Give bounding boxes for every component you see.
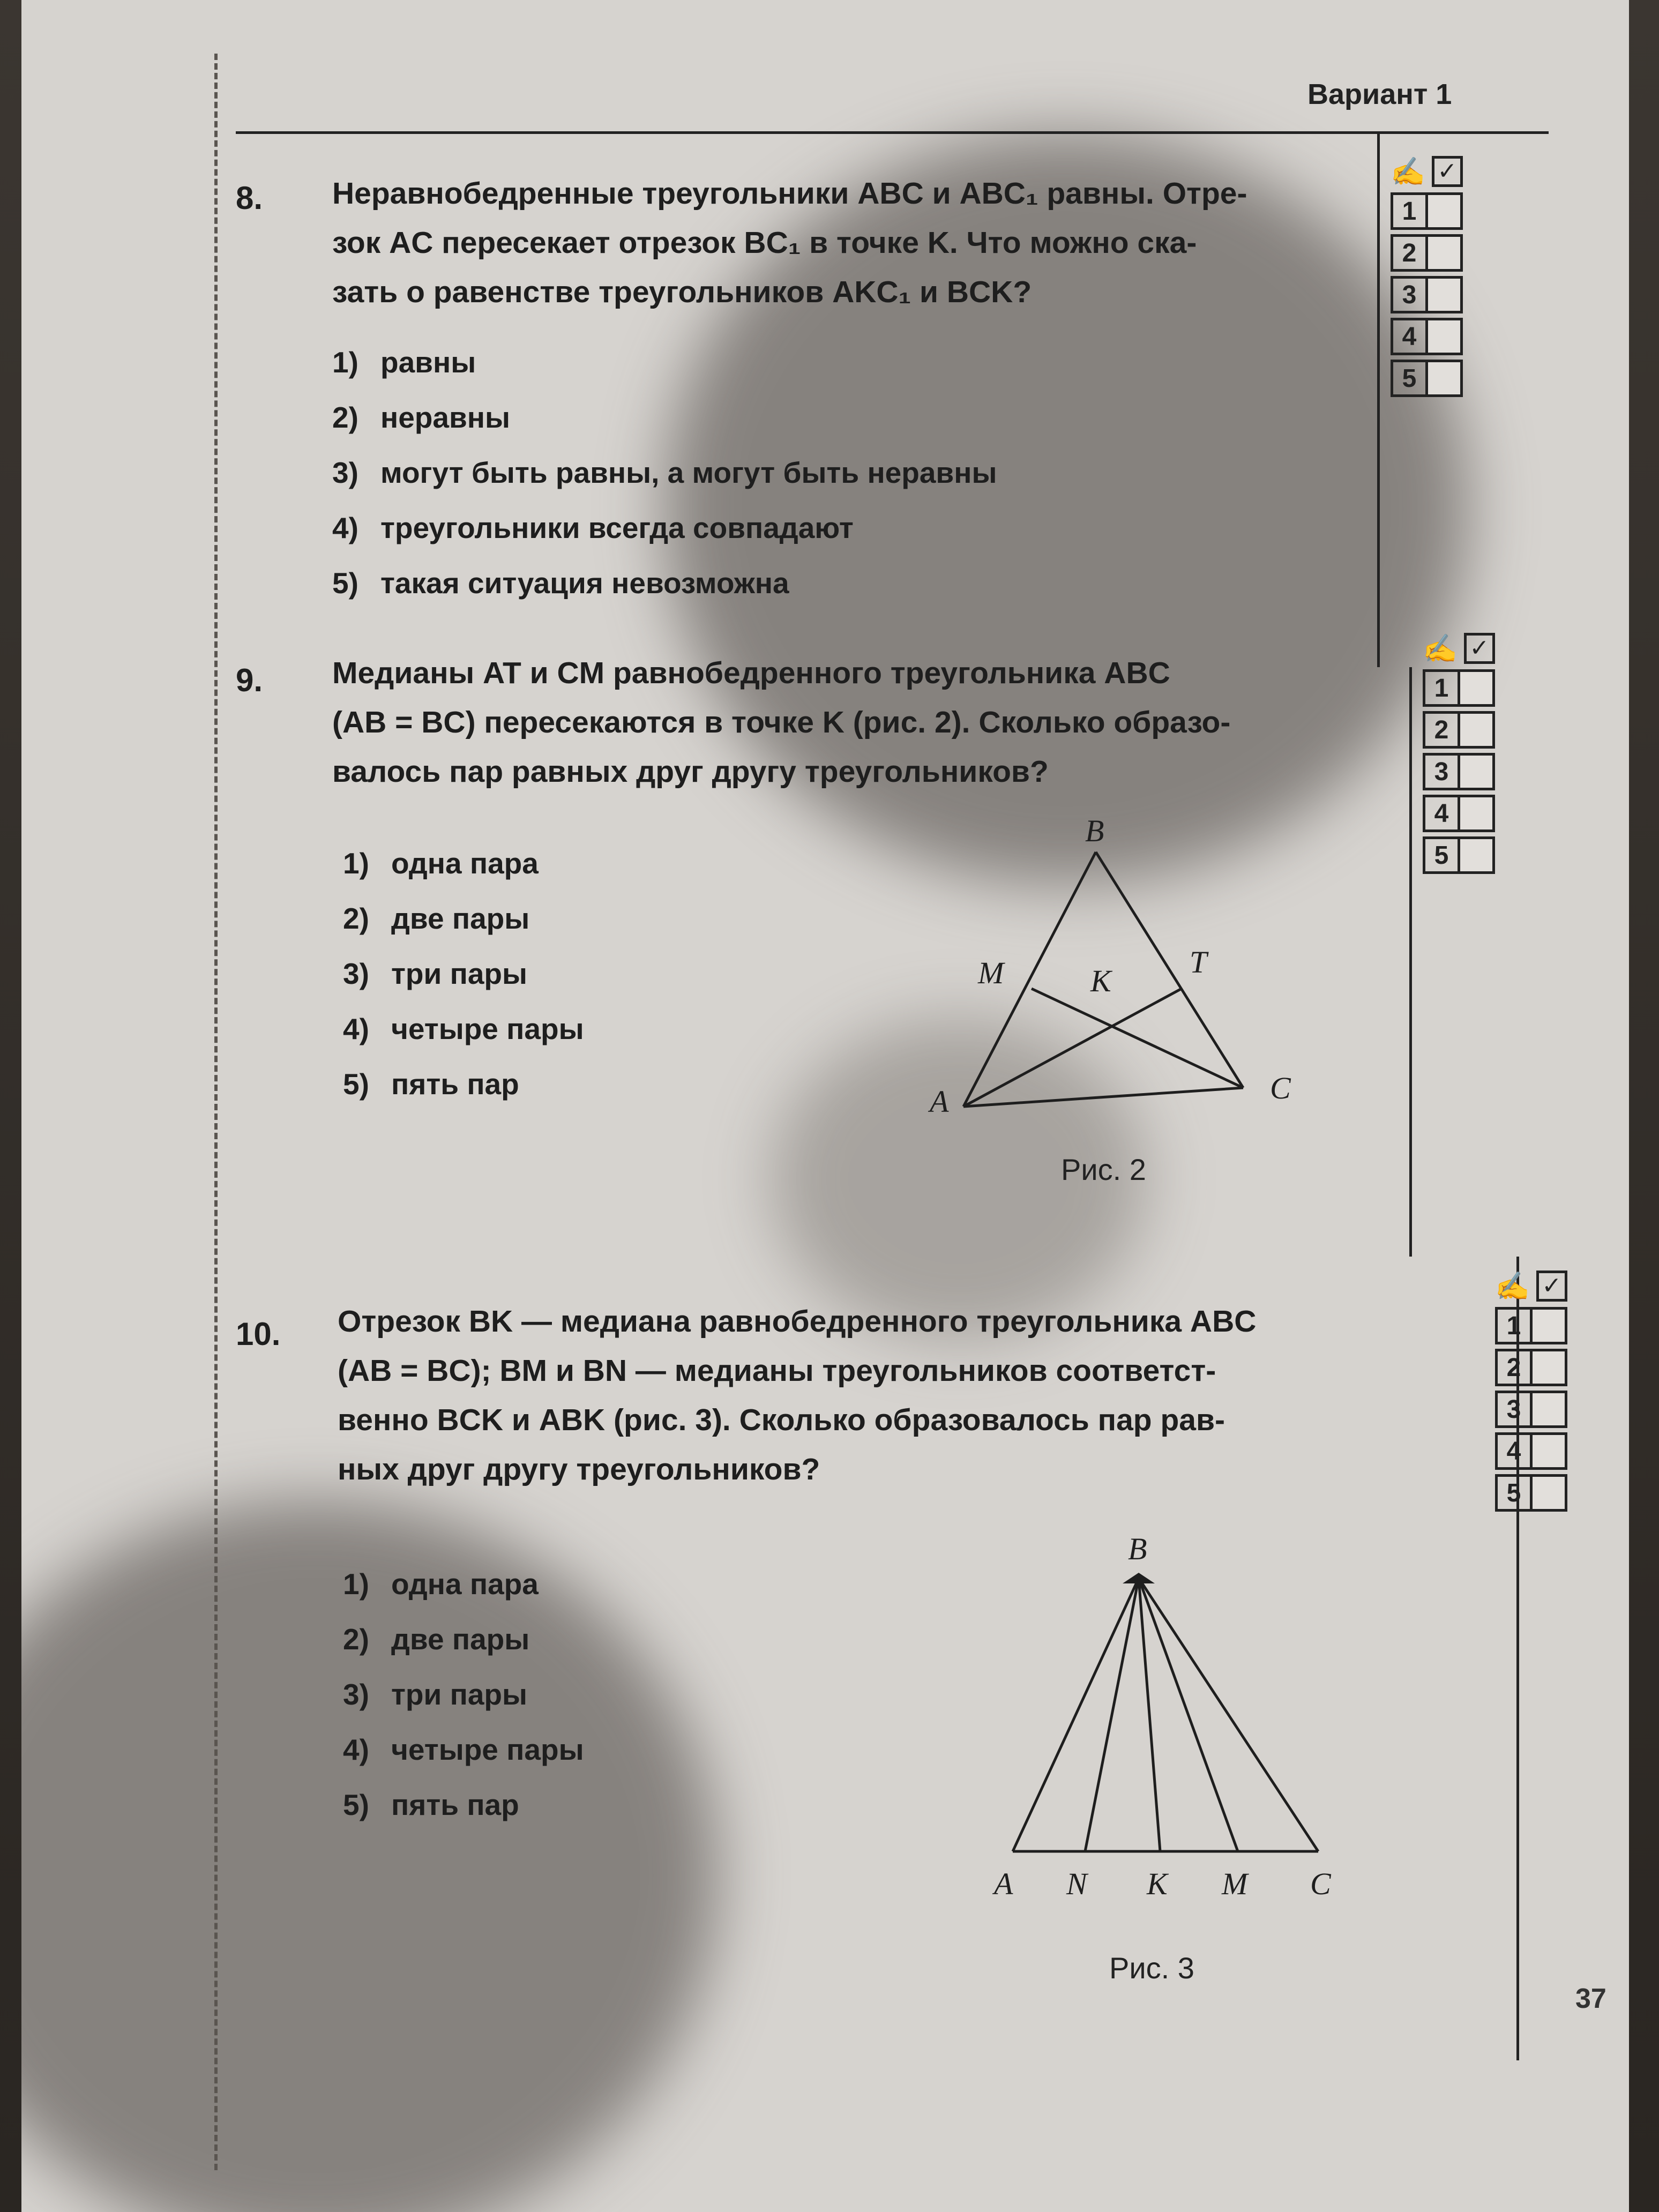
answer-column-divider bbox=[1409, 667, 1412, 1257]
answer-box[interactable] bbox=[1428, 192, 1463, 230]
segment-bk bbox=[1139, 1578, 1160, 1851]
label-k: K bbox=[1147, 1866, 1168, 1901]
question-text-line: венно BCK и ABK (рис. 3). Сколько образовалось пар рав- bbox=[338, 1403, 1225, 1437]
segment-ac bbox=[963, 1088, 1243, 1107]
label-m: M bbox=[978, 955, 1004, 990]
answer-box[interactable] bbox=[1460, 669, 1495, 707]
answer-box[interactable] bbox=[1428, 360, 1463, 397]
pencil-icon: ✍ bbox=[1495, 1271, 1530, 1302]
answer-box[interactable] bbox=[1533, 1349, 1567, 1386]
option[interactable]: 1) одна пара bbox=[343, 847, 539, 880]
question-number: 10. bbox=[236, 1316, 281, 1352]
variant-label: Вариант 1 bbox=[1307, 78, 1452, 110]
answer-grid bbox=[1495, 1267, 1567, 1514]
question-text bbox=[332, 648, 1404, 796]
options-list bbox=[332, 335, 997, 611]
answer-row[interactable]: 1 bbox=[1391, 190, 1463, 232]
answer-row[interactable]: 2 bbox=[1391, 232, 1463, 274]
label-a: A bbox=[930, 1084, 949, 1119]
option[interactable]: 1) равны bbox=[332, 346, 476, 379]
figure-caption: Рис. 2 bbox=[1061, 1153, 1146, 1186]
question-text bbox=[332, 169, 1377, 317]
pencil-icon: ✍ bbox=[1423, 633, 1458, 664]
question-text-line: Медианы AT и CM равнобедренного треугольника ABC bbox=[332, 656, 1170, 690]
options-list bbox=[343, 836, 584, 1112]
label-n: N bbox=[1066, 1866, 1087, 1901]
checkbox-icon: ✓ bbox=[1464, 633, 1495, 664]
options-list bbox=[343, 1557, 584, 1833]
answer-box[interactable] bbox=[1460, 795, 1495, 832]
question-text-line: ных друг другу треугольников? bbox=[338, 1452, 820, 1486]
label-b: B bbox=[1128, 1531, 1147, 1566]
answer-row[interactable]: 2 bbox=[1495, 1347, 1567, 1388]
option[interactable]: 3) три пары bbox=[343, 1678, 527, 1711]
page-number: 37 bbox=[1575, 1983, 1606, 2014]
answer-row[interactable]: 5 bbox=[1495, 1472, 1567, 1514]
segment-bm bbox=[1139, 1578, 1238, 1851]
question-text-line: (AB = BC) пересекаются в точке K (рис. 2). Сколько образо- bbox=[332, 705, 1231, 739]
answer-row[interactable]: 1 bbox=[1495, 1305, 1567, 1347]
figure-3-triangle bbox=[954, 1527, 1393, 1924]
answer-box[interactable] bbox=[1533, 1474, 1567, 1512]
option[interactable]: 2) две пары bbox=[343, 902, 530, 935]
option[interactable]: 3) могут быть равны, а могут быть неравны bbox=[332, 456, 997, 489]
answer-grid bbox=[1391, 153, 1463, 399]
option[interactable]: 3) три пары bbox=[343, 957, 527, 990]
label-c: C bbox=[1310, 1866, 1331, 1901]
label-t: T bbox=[1190, 945, 1207, 980]
question-number: 9. bbox=[236, 662, 263, 698]
answer-box[interactable] bbox=[1428, 318, 1463, 355]
figure-caption: Рис. 3 bbox=[1109, 1951, 1194, 1985]
option[interactable]: 5) такая ситуация невозможна bbox=[332, 566, 789, 600]
answer-grid-header bbox=[1391, 153, 1463, 190]
question-text-line: валось пар равных друг другу треугольников? bbox=[332, 754, 1049, 789]
answer-row[interactable]: 3 bbox=[1423, 751, 1495, 793]
label-b: B bbox=[1085, 813, 1104, 848]
question-text-line: Отрезок BK — медиана равнобедренного треугольника ABC bbox=[338, 1304, 1257, 1339]
answer-grid-header bbox=[1495, 1267, 1567, 1305]
answer-box[interactable] bbox=[1533, 1307, 1567, 1344]
answer-row[interactable]: 3 bbox=[1495, 1388, 1567, 1430]
question-text-line: зок AC пересекает отрезок BC₁ в точке K. Что можно ска- bbox=[332, 226, 1197, 260]
answer-column-divider bbox=[1377, 131, 1380, 667]
worksheet-page bbox=[21, 0, 1629, 2212]
option[interactable]: 4) четыре пары bbox=[343, 1733, 584, 1766]
answer-row[interactable]: 1 bbox=[1423, 667, 1495, 709]
answer-row[interactable]: 5 bbox=[1423, 834, 1495, 876]
figure-2-triangle bbox=[906, 809, 1334, 1152]
answer-box[interactable] bbox=[1428, 276, 1463, 313]
segment-bn bbox=[1085, 1578, 1139, 1851]
answer-box[interactable] bbox=[1428, 234, 1463, 272]
answer-grid-header bbox=[1423, 630, 1495, 667]
pencil-icon: ✍ bbox=[1391, 156, 1425, 188]
answer-row[interactable]: 4 bbox=[1495, 1430, 1567, 1472]
segment-ba bbox=[1013, 1578, 1139, 1851]
label-a: A bbox=[994, 1866, 1013, 1901]
answer-grid bbox=[1423, 630, 1495, 876]
option[interactable]: 1) одна пара bbox=[343, 1567, 539, 1601]
label-m: M bbox=[1222, 1866, 1248, 1901]
question-text-line: (AB = BC); BM и BN — медианы треугольников соответст- bbox=[338, 1354, 1216, 1388]
question-number: 8. bbox=[236, 180, 263, 216]
median-at bbox=[963, 989, 1182, 1107]
answer-box[interactable] bbox=[1533, 1432, 1567, 1470]
checkbox-icon: ✓ bbox=[1536, 1271, 1567, 1302]
answer-row[interactable]: 2 bbox=[1423, 709, 1495, 751]
answer-row[interactable]: 3 bbox=[1391, 274, 1463, 316]
question-text-line: Неравнобедренные треугольники ABC и ABC₁ равны. Отре- bbox=[332, 176, 1247, 211]
answer-row[interactable]: 4 bbox=[1391, 316, 1463, 357]
option[interactable]: 4) треугольники всегда совпадают bbox=[332, 511, 854, 544]
answer-box[interactable] bbox=[1460, 711, 1495, 749]
answer-row[interactable]: 5 bbox=[1391, 357, 1463, 399]
answer-box[interactable] bbox=[1460, 836, 1495, 874]
option[interactable]: 2) неравны bbox=[332, 401, 510, 434]
answer-box[interactable] bbox=[1533, 1391, 1567, 1428]
option[interactable]: 2) две пары bbox=[343, 1623, 530, 1656]
option[interactable]: 5) пять пар bbox=[343, 1067, 519, 1101]
label-k: K bbox=[1090, 963, 1111, 998]
segment-bc bbox=[1139, 1578, 1318, 1851]
cut-line bbox=[214, 54, 218, 2170]
question-text-line: зать о равенстве треугольников AKC₁ и BCK? bbox=[332, 275, 1032, 309]
answer-row[interactable]: 4 bbox=[1423, 793, 1495, 834]
header-rule bbox=[236, 131, 1549, 134]
checkbox-icon: ✓ bbox=[1432, 156, 1463, 187]
option[interactable]: 5) пять пар bbox=[343, 1788, 519, 1821]
answer-box[interactable] bbox=[1460, 753, 1495, 790]
question-text bbox=[338, 1297, 1490, 1494]
option[interactable]: 4) четыре пары bbox=[343, 1012, 584, 1045]
label-c: C bbox=[1270, 1071, 1291, 1105]
